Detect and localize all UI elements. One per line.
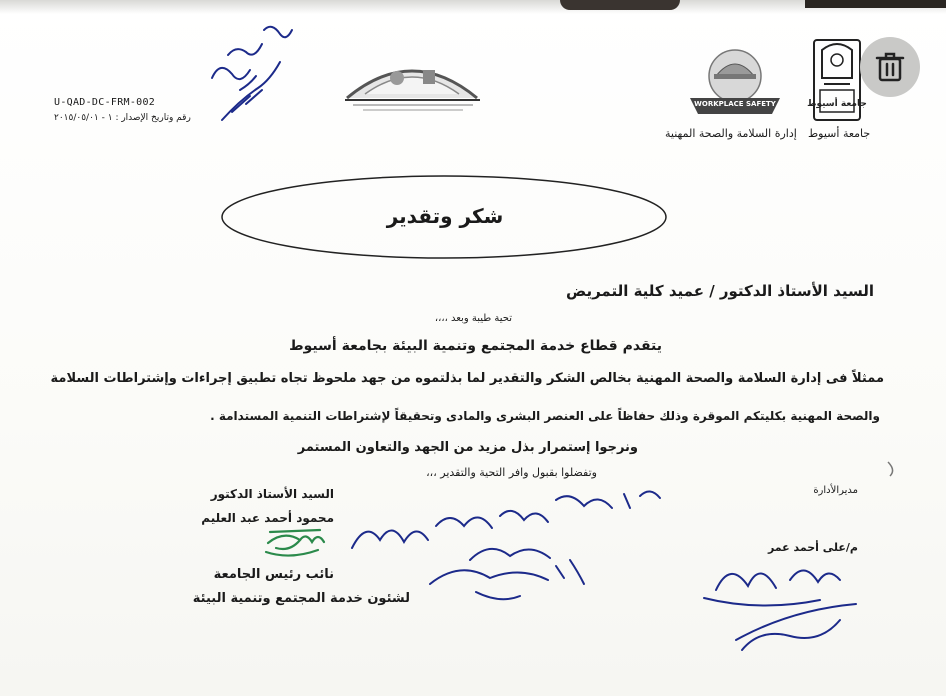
university-logo	[807, 38, 867, 122]
form-code: U-QAD-DC-FRM-002	[54, 97, 156, 108]
university-name: جامعة أسيوط	[808, 127, 871, 140]
letter-greeting: تحية طيبة وبعد ،،،،	[434, 313, 512, 324]
signatory-right-name: م/على أحمد عمر	[767, 541, 858, 554]
letter-closing: وتفضلوا بقبول وافر التحية والتقدير ،،،	[426, 466, 597, 479]
signatory-left-title: السيد الأستاذ الدكتور	[210, 487, 334, 501]
signatory-left-position-2: لشئون خدمة المجتمع وتنمية البيئة	[192, 591, 410, 606]
signatory-left-position-1: نائب رئيس الجامعة	[213, 567, 334, 582]
scan-shadow-mark	[560, 0, 680, 10]
community-service-logo	[305, 50, 520, 122]
safety-logo-text: WORKPLACE SAFETY	[694, 100, 776, 108]
letter-body-line-1: ممثلاً فى إدارة السلامة والصحة المهنية بخالص الشكر والتقدير لما بذلتموه من جهد ملحوظ تجاه تطبيق إجراءات وإشتراطات السلامة	[50, 371, 884, 386]
signatory-right-title: مديرالأدارة	[813, 485, 858, 496]
letter-body-line-2: والصحة المهنية بكليتكم الموقرة وذلك حفاظاً على العنصر البشرى والمادى وتحقيقاً لإشتراطات التنمية المستدامة .	[210, 409, 880, 423]
workplace-safety-logo	[686, 46, 784, 118]
letter-title: شكر وتقدير	[386, 204, 504, 228]
stray-mark	[888, 462, 893, 476]
letter-intro: يتقدم قطاع خدمة المجتمع وتنمية البيئة بجامعة أسيوط	[289, 338, 662, 354]
scan-shadow	[0, 0, 946, 14]
middle-handwritten-note	[352, 491, 660, 599]
scan-shadow-mark	[805, 0, 946, 8]
green-signature	[266, 530, 324, 556]
safety-admin-name: إدارة السلامة والصحة المهنية	[665, 127, 797, 140]
signatory-left-name: محمود أحمد عبد العليم	[201, 511, 334, 525]
top-handwritten-note	[212, 27, 292, 120]
right-signature	[704, 570, 856, 650]
letter-salutation: السيد الأستاذ الدكتور / عميد كلية التمريض	[565, 282, 874, 300]
university-logo-text: جامعة أسيوط	[807, 99, 867, 109]
form-issue-date: رقم وتاريخ الإصدار : ١ - ٢٠١٥/٠٥/٠١	[54, 113, 191, 123]
trash-icon	[876, 52, 904, 82]
delete-button[interactable]	[860, 37, 920, 97]
letter-hope: ونرجوا إستمرار بذل مزيد من الجهد والتعاون المستمر	[297, 440, 638, 455]
